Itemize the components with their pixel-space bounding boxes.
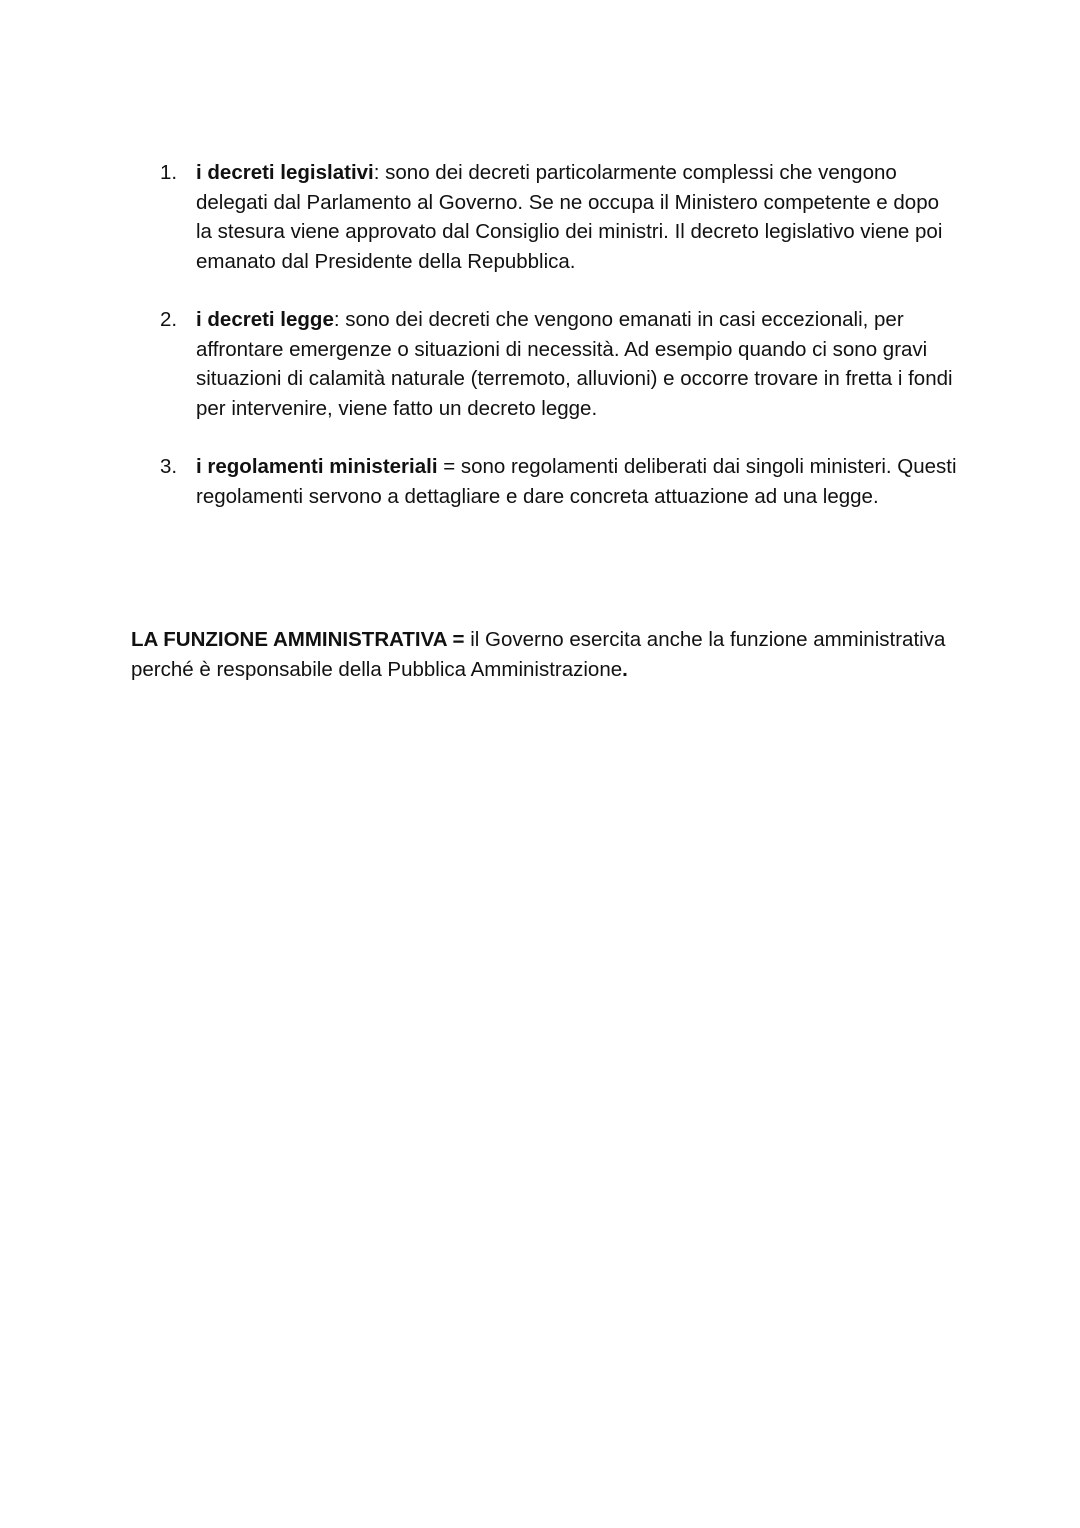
- section-end-mark: .: [622, 657, 628, 681]
- list-term: i regolamenti ministeriali: [196, 455, 438, 478]
- numbered-list: [160, 158, 960, 540]
- list-item: [160, 452, 960, 511]
- list-item: [160, 305, 960, 423]
- list-number: 3.: [160, 455, 178, 478]
- list-number: 2.: [160, 308, 178, 331]
- list-text: : sono dei decreti che vengono emanati in casi eccezionali, per affrontare emergenze o situazioni di necessità. Ad esempio quando ci sono gravi situazioni di calamità naturale (terremoto, alluvioni) e occorre trovare in fretta i fondi per intervenire, viene fatto un decreto legge.: [196, 308, 953, 420]
- section-heading: LA FUNZIONE AMMINISTRATIVA =: [131, 628, 465, 651]
- list-term: i decreti legislativi: [196, 161, 374, 184]
- list-term: i decreti legge: [196, 308, 334, 331]
- list-text: = sono regolamenti deliberati dai singoli ministeri. Questi regolamenti servono a dettagliare e dare concreta attuazione ad una legge.: [196, 455, 957, 508]
- section-text: il Governo esercita anche la funzione amministrativa perché è responsabile della Pubblica Amministrazione: [131, 628, 946, 681]
- section-paragraph: [131, 625, 961, 684]
- list-text: : sono dei decreti particolarmente complessi che vengono delegati dal Parlamento al Governo. Se ne occupa il Ministero competente e dopo la stesura viene approvato dal Consiglio dei ministri. Il decreto legislativo viene poi emanato dal Presidente della Repubblica.: [196, 161, 943, 273]
- list-number: 1.: [160, 161, 178, 184]
- list-item: [160, 158, 960, 276]
